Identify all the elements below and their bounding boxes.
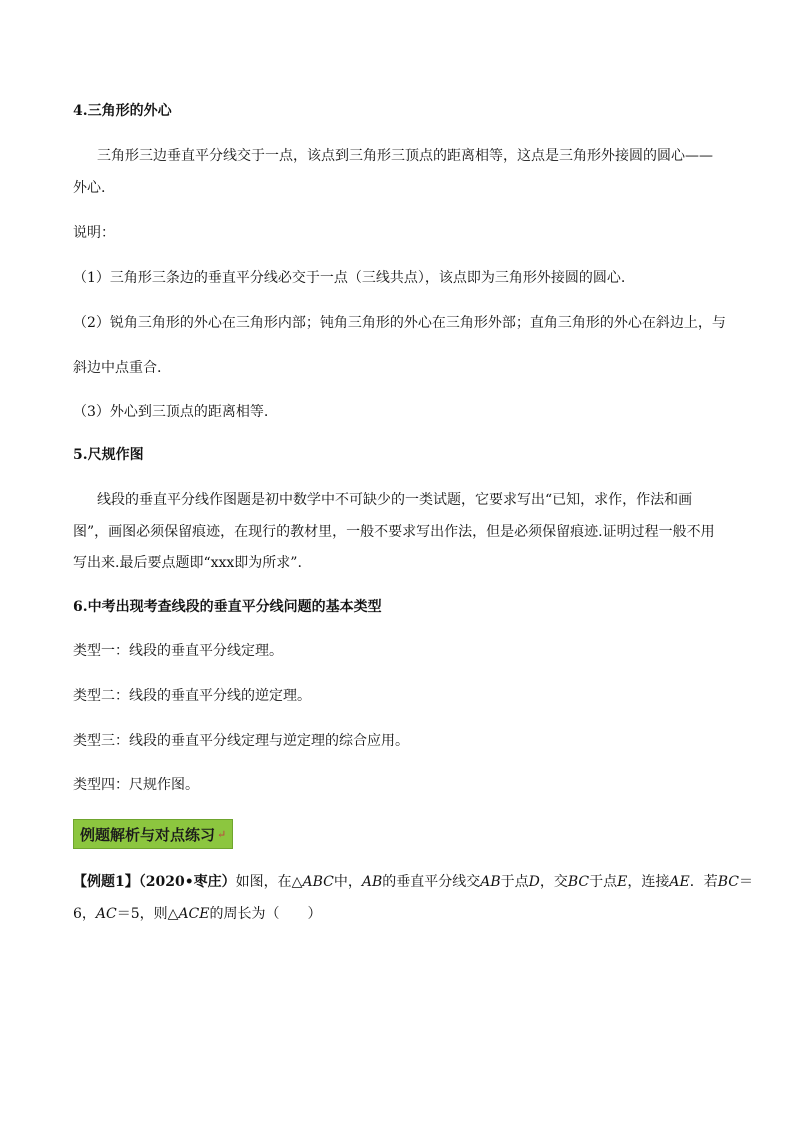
section6-heading: 6.中考出现考查线段的垂直平分线问题的基本类型	[73, 599, 382, 615]
type-item-2: 类型二：线段的垂直平分线的逆定理。	[73, 688, 311, 704]
section5-para-line3: 写出来.最后要点题即“xxx即为所求”.	[73, 555, 302, 571]
example-text: 的周长为（ ）	[209, 906, 322, 922]
note-item-3: （3）外心到三顶点的距离相等.	[73, 404, 269, 420]
math-var: AB	[480, 874, 501, 890]
note-item-2-line2: 斜边中点重合.	[73, 360, 162, 376]
example-text: 如图，在△	[235, 874, 303, 890]
type-item-1: 类型一：线段的垂直平分线定理。	[73, 643, 283, 659]
example-source: （2020•枣庄）	[138, 874, 236, 890]
math-var: AC	[95, 906, 117, 922]
math-var: E	[617, 874, 628, 890]
math-var: AB	[361, 874, 383, 890]
note-label: 说明：	[73, 225, 115, 241]
type-item-3: 类型三：线段的垂直平分线定理与逆定理的综合应用。	[73, 733, 409, 749]
example-text: ＝	[738, 874, 753, 890]
example-text: ，连接	[627, 874, 670, 890]
section-banner	[73, 819, 233, 849]
example1-line2	[73, 904, 321, 924]
section4-para-line2: 外心.	[73, 180, 106, 196]
example-text: 的垂直平分线交	[382, 874, 481, 890]
math-var: ABC	[302, 874, 334, 890]
example-text: ＝5，则△	[116, 906, 179, 922]
example-tag: 【例题1】	[73, 874, 139, 890]
section4-para-line1: 三角形三边垂直平分线交于一点，该点到三角形三顶点的距离相等，这点是三角形外接圆的圆心——	[97, 148, 713, 164]
paragraph-mark-icon: ↵	[217, 827, 227, 841]
type-item-4: 类型四：尺规作图。	[73, 777, 199, 793]
section5-heading: 5.尺规作图	[73, 447, 144, 463]
section4-heading: 4.三角形的外心	[73, 103, 172, 119]
example-text: 于点	[589, 874, 618, 890]
note-item-1: （1）三角形三条边的垂直平分线必交于一点（三线共点），该点即为三角形外接圆的圆心.	[73, 270, 626, 286]
math-var: AE	[669, 874, 690, 890]
example-text: ，交	[539, 874, 568, 890]
example1-line1	[73, 872, 753, 892]
math-var: ACE	[178, 906, 210, 922]
example-text: 于点	[500, 874, 529, 890]
math-var: D	[528, 874, 540, 890]
note-item-2-line1: （2）锐角三角形的外心在三角形内部；钝角三角形的外心在三角形外部；直角三角形的外心在斜边上，与	[73, 315, 726, 331]
example-text: ．若	[689, 874, 718, 890]
math-var: BC	[717, 874, 739, 890]
section5-para-line1: 线段的垂直平分线作图题是初中数学中不可缺少的一类试题，它要求写出“已知，求作，作法和画	[97, 492, 693, 508]
math-var: BC	[567, 874, 590, 890]
section5-para-line2: 图”，画图必须保留痕迹，在现行的教材里，一般不要求写出作法，但是必须保留痕迹.证明过程一般不用	[73, 524, 715, 540]
example-text: 6，	[73, 906, 96, 922]
banner-label: 例题解析与对点练习	[80, 825, 216, 844]
example-text: 中，	[333, 874, 362, 890]
